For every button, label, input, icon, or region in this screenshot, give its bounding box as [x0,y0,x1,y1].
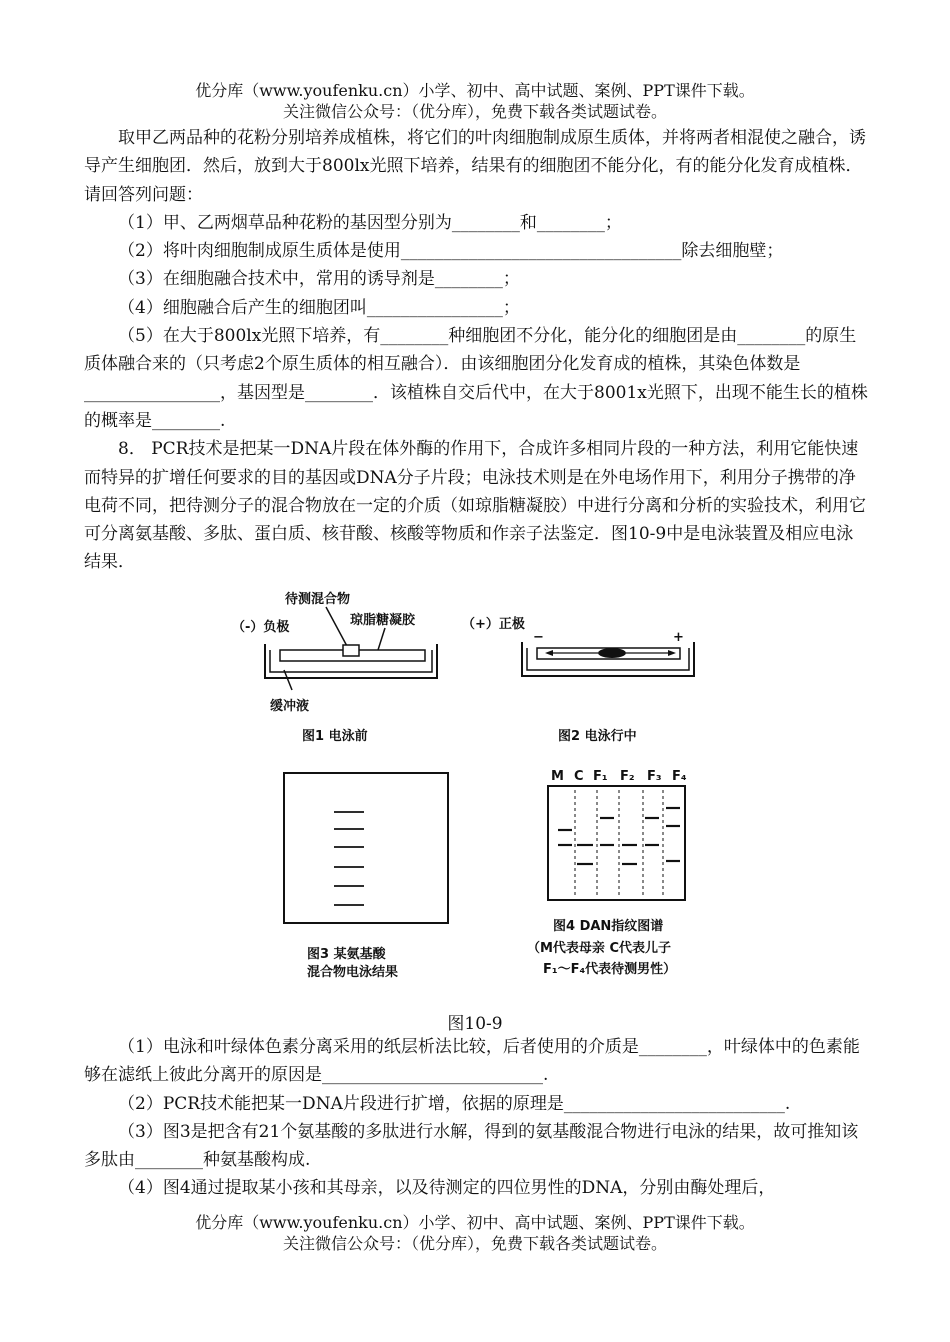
fig4-lane-label: F₂ [620,769,635,784]
fig4-lane-label: M [551,769,564,784]
fig2-positive-label: （+）正极 [462,617,525,632]
fig1-gel-label: 琼脂糖凝胶 [350,613,416,628]
q7-sub-1: （1）甲、乙两烟草品种花粉的基因型分别为________和________； [118,212,622,233]
fig2-title: 图2 电泳行中 [558,729,637,744]
fig3-bands [334,812,364,905]
q8-sub-2: （2）PCR技术能把某一DNA片段进行扩增，依据的原理是__________________________. [118,1093,791,1114]
fig1-sample-label: 待测混合物 [285,592,351,607]
fig1-buffer-label: 缓冲液 [270,699,310,714]
fig4-lane-dividers [575,790,663,896]
fig3-title-2: 混合物电泳结果 [307,965,399,980]
fig1-negative-label: （-）负极 [232,620,290,635]
q7-sub-3: （3）在细胞融合技术中，常用的诱导剂是________； [118,269,520,290]
fig2-plus-sign: + [673,630,684,645]
q7-sub-4: （4）细胞融合后产生的细胞团叫________________； [118,297,520,318]
fig3-gel-frame [284,773,448,923]
footer-line-1: 优分库（www.youfenku.cn）小学、初中、高中试题、案例、PPT课件下载。 [195,1213,755,1232]
fig4-note-1: （M代表母亲 C代表儿子 [527,941,672,956]
q7-sub-5: （5）在大于800lx光照下培养，有________种细胞团不分化，能分化的细胞团是由________的原生质体融合来的（只考虑2个原生质体的相互融合）．由该细胞团分化发育成的植株，其染色体数是________________，基因型是________．该植株自交后代中，在大于8001x光照下，出现不能生长的植株的概率是________. [84,326,868,431]
fig4-lane-label: F₁ [593,769,608,784]
q8-intro: 8． PCR技术是把某一DNA片段在体外酶的作用下，合成许多相同片段的一种方法，利用它能快速而特异的扩增任何要求的目的基因或DNA分子片段；电泳技术则是在外电场作用下，利用分子携带的净电荷不同，把待测分子的混合物放在一定的介质（如琼脂糖凝胶）中进行分离和分析的实验技术，利用它可分离氨基酸、多肽、蛋白质、核苷酸、核酸等物质和作亲子法鉴定．图10-9中是电泳装置及相应电泳结果． [84,439,866,573]
fig2-apparatus [522,642,694,676]
q8-subquestions [84,1033,870,1203]
fig2-minus-sign: − [533,630,544,645]
fig1-buffer-pointer [284,670,292,690]
fig4-lane-labels [551,769,687,784]
q8-sub-4: （4）图4通过提取某小孩和其母亲，以及待测定的四位男性的DNA，分别由酶处理后， [118,1178,776,1199]
fig4-gel-frame [548,786,685,900]
fig4-lane-label: C [574,769,584,784]
header-line-2: 关注微信公众号：（优分库），免费下载各类试题试卷。 [282,102,667,121]
q7-intro: 取甲乙两品种的花粉分别培养成植株，将它们的叶肉细胞制成原生质体，并将两者相混使之融合，诱导产生细胞团．然后，放到大于800lx光照下培养，结果有的细胞团不能分化，有的能分化发育成植株．请回答列问题： [84,128,866,205]
fig4-note-2: F₁～F₄代表待测男性） [543,962,677,977]
fig4-lane-label: F₃ [647,769,662,784]
figure-caption: 图10-9 [447,1014,503,1034]
q8-sub-1: （1）电泳和叶绿体色素分离采用的纸层析法比较，后者使用的介质是________，叶绿体中的色素能够在滤纸上彼此分离开的原因是__________________________. [84,1037,860,1086]
fig1-gel-pointer [378,628,385,650]
fig4-title: 图4 DAN指纹图谱 [553,919,664,934]
header-line-1: 优分库（www.youfenku.cn）小学、初中、高中试题、案例、PPT课件下载。 [195,81,755,100]
fig1-sample-pointer [326,607,348,648]
fig1-title: 图1 电泳前 [302,729,368,744]
fig1-apparatus [265,644,437,678]
q8-sub-3: （3）图3是把含有21个氨基酸的多肽进行水解，得到的氨基酸混合物进行电泳的结果，故可推知该多肽由________种氨基酸构成. [84,1121,859,1171]
footer-line-2: 关注微信公众号：（优分库），免费下载各类试题试卷。 [282,1234,667,1253]
fig3-title-1: 图3 某氨基酸 [307,947,386,962]
fig4-lane-label: F₄ [672,769,687,784]
q7-sub-2: （2）将叶肉细胞制成原生质体是使用_________________________________除去细胞壁； [118,241,784,262]
page-footer [0,1212,950,1254]
